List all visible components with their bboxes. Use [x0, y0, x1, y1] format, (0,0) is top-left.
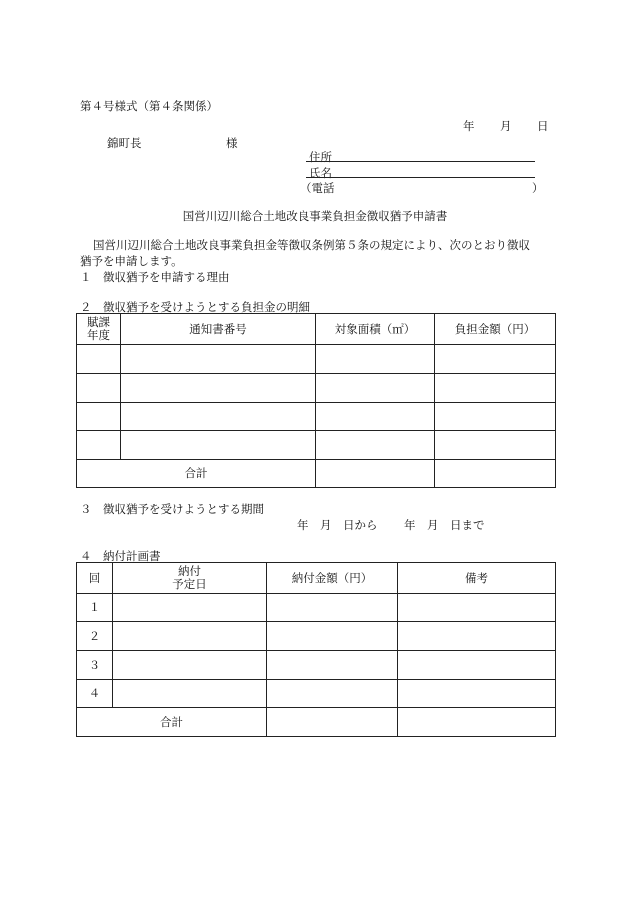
table-row	[77, 680, 556, 708]
table-cell[interactable]	[398, 622, 556, 651]
detail-table-header	[77, 314, 556, 345]
table-cell[interactable]	[267, 594, 398, 622]
date-month-label: 月	[500, 119, 512, 133]
header-year-bottom: 年度	[87, 328, 110, 342]
table-cell[interactable]	[121, 403, 316, 431]
table-cell[interactable]	[316, 431, 435, 460]
table-cell[interactable]	[77, 403, 121, 431]
table-cell[interactable]	[121, 374, 316, 403]
table-cell[interactable]	[316, 460, 435, 488]
table-cell[interactable]	[435, 403, 556, 431]
table-cell[interactable]	[398, 708, 556, 737]
header-due-date	[113, 563, 267, 594]
table-row	[77, 622, 556, 651]
payment-total-label: 合計	[77, 708, 267, 737]
section-2-heading: ２ 徴収猶予を受けようとする負担金の明細	[80, 300, 310, 314]
header-target-area: 対象面積（㎡）	[316, 314, 435, 345]
name-field[interactable]	[306, 177, 535, 178]
row-number: １	[77, 594, 113, 622]
section-3-heading: ３ 徴収猶予を受けようとする期間	[80, 502, 264, 516]
table-row	[77, 594, 556, 622]
header-remarks: 備考	[398, 563, 556, 594]
detail-total-label: 合計	[77, 460, 316, 488]
header-due-bottom: 予定日	[172, 577, 207, 591]
table-row	[77, 374, 556, 403]
form-number: 第４号様式（第４条関係）	[80, 99, 218, 113]
header-charge-amount: 負担金額（円）	[435, 314, 556, 345]
table-cell[interactable]	[77, 345, 121, 374]
table-cell[interactable]	[113, 594, 267, 622]
table-cell[interactable]	[435, 431, 556, 460]
table-row	[77, 651, 556, 680]
table-cell[interactable]	[435, 374, 556, 403]
table-cell[interactable]	[113, 651, 267, 680]
section-4-heading: ４ 納付計画書	[80, 549, 161, 563]
header-assessment-year	[77, 314, 121, 345]
table-cell[interactable]	[121, 345, 316, 374]
table-row	[77, 345, 556, 374]
payment-plan-header	[77, 563, 556, 594]
date-year-label: 年	[463, 119, 475, 133]
table-cell[interactable]	[267, 622, 398, 651]
detail-table	[76, 313, 556, 488]
row-number: ４	[77, 680, 113, 708]
table-cell[interactable]	[267, 708, 398, 737]
table-cell[interactable]	[316, 403, 435, 431]
table-cell[interactable]	[316, 374, 435, 403]
period-from: 年 月 日から	[297, 518, 378, 532]
table-cell[interactable]	[77, 431, 121, 460]
address-label: 住所	[309, 150, 332, 164]
table-row	[77, 403, 556, 431]
table-cell[interactable]	[398, 651, 556, 680]
body-line-2: 猶予を申請します。	[80, 254, 183, 268]
table-cell[interactable]	[113, 680, 267, 708]
phone-label: （電話	[300, 181, 335, 195]
addressee-honorific: 様	[226, 136, 238, 150]
body-line-1: 国営川辺川総合土地改良事業負担金等徴収条例第５条の規定により、次のとおり徴収	[93, 238, 530, 252]
row-number: ２	[77, 622, 113, 651]
document-title: 国営川辺川総合土地改良事業負担金徴収猶予申請書	[182, 209, 448, 223]
table-cell[interactable]	[267, 651, 398, 680]
row-number: ３	[77, 651, 113, 680]
phone-close: ）	[532, 181, 544, 195]
header-times: 回	[77, 563, 113, 594]
section-1-heading: １ 徴収猶予を申請する理由	[80, 270, 230, 284]
table-cell[interactable]	[121, 431, 316, 460]
address-field[interactable]	[306, 161, 535, 162]
detail-total-row	[77, 460, 556, 488]
table-cell[interactable]	[316, 345, 435, 374]
header-notice-number: 通知書番号	[121, 314, 316, 345]
payment-total-row	[77, 708, 556, 737]
table-cell[interactable]	[435, 460, 556, 488]
addressee-name: 錦町長	[107, 136, 142, 150]
table-cell[interactable]	[398, 594, 556, 622]
period-to: 年 月 日まで	[404, 518, 485, 532]
payment-plan-table	[76, 562, 556, 737]
header-payment-amount: 納付金額（円）	[267, 563, 398, 594]
table-cell[interactable]	[113, 622, 267, 651]
table-cell[interactable]	[267, 680, 398, 708]
header-due-top: 納付	[178, 564, 201, 578]
table-cell[interactable]	[77, 374, 121, 403]
table-row	[77, 431, 556, 460]
table-cell[interactable]	[435, 345, 556, 374]
name-label: 氏名	[309, 166, 332, 180]
header-year-top: 賦課	[87, 315, 110, 329]
table-cell[interactable]	[398, 680, 556, 708]
date-day-label: 日	[537, 119, 549, 133]
